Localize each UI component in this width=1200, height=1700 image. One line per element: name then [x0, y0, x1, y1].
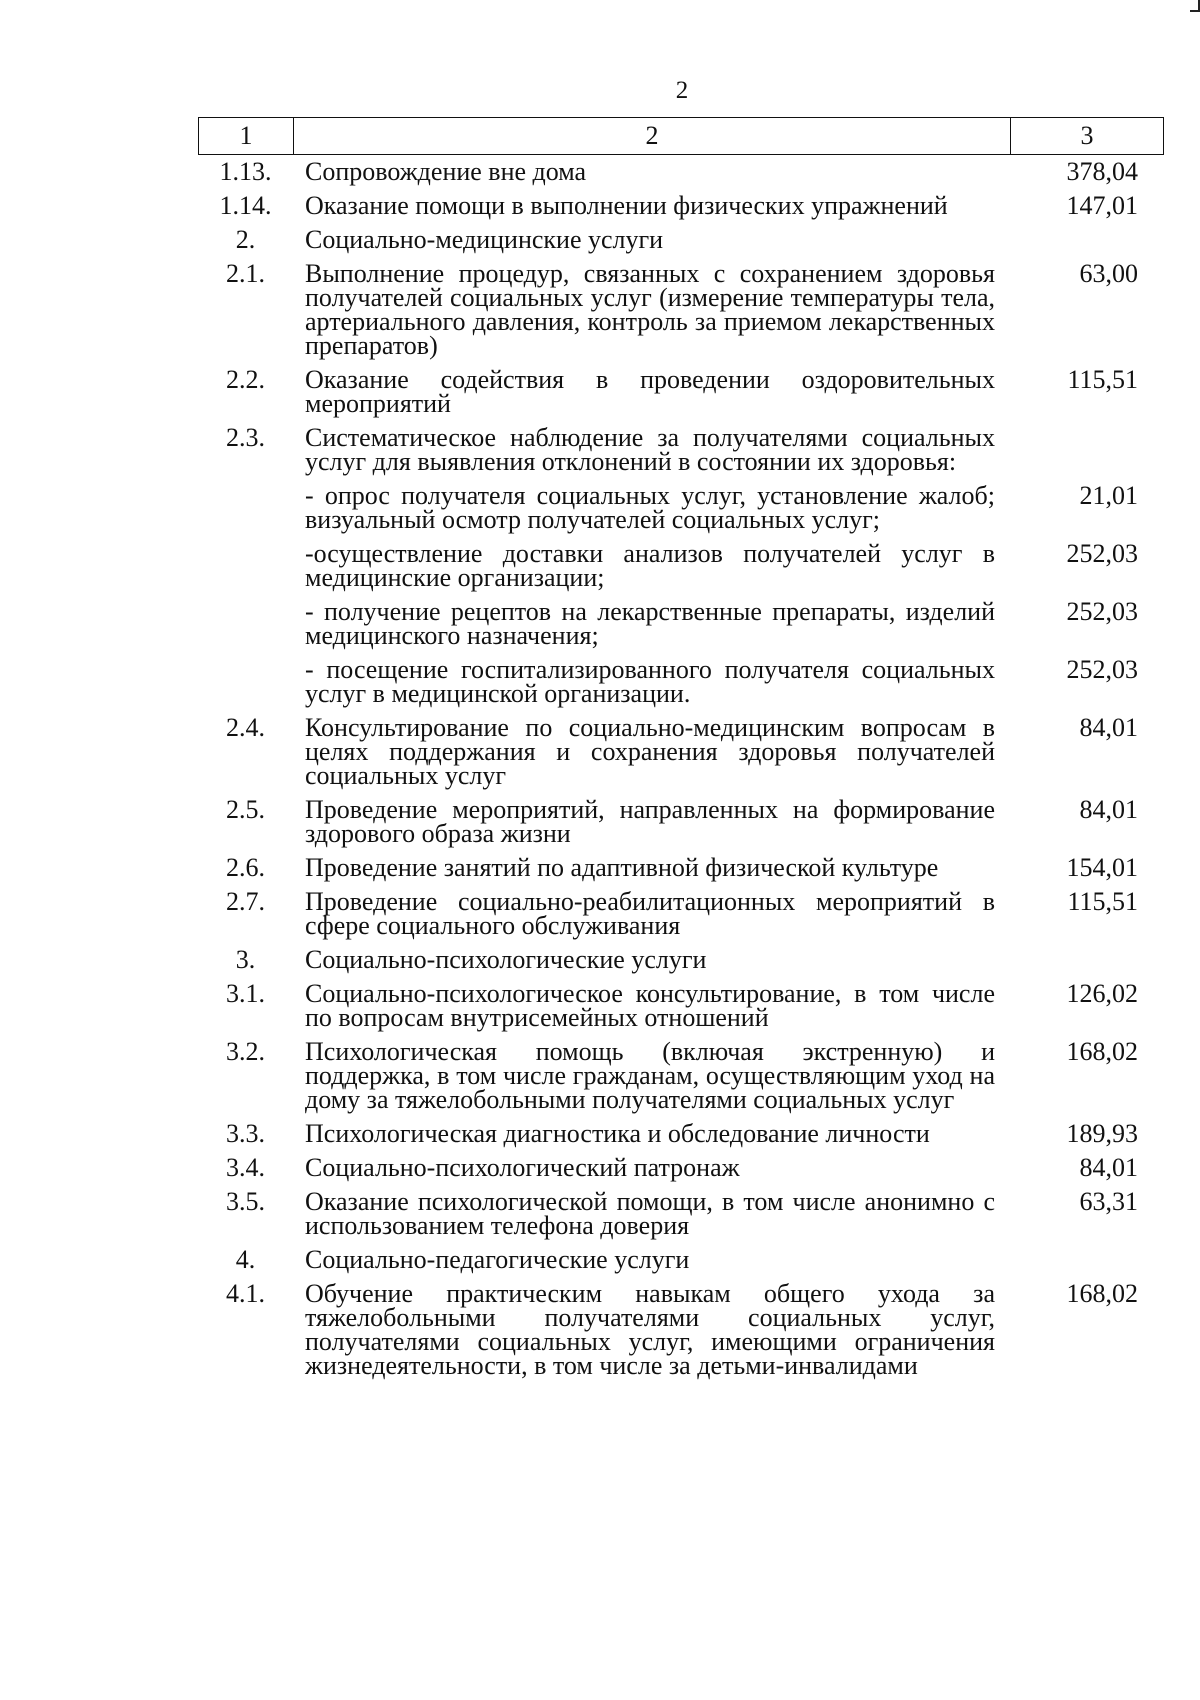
header-col-3: 3 [1080, 121, 1094, 150]
row-number: 2. [235, 225, 256, 254]
row-text: Оказание помощи в выполнении физических упражнений [305, 191, 948, 220]
table-row [198, 853, 1164, 882]
row-value: 189,93 [1066, 1119, 1138, 1148]
row-value: 154,01 [1066, 853, 1138, 882]
row-text: - опрос получателя социальных услуг, установление жалоб; визуальный осмотр получателей социальных услуг; [305, 481, 995, 534]
table-row [198, 713, 1164, 790]
section-row [198, 1245, 1164, 1274]
row-text: Сопровождение вне дома [305, 157, 587, 186]
row-number: 2.4. [226, 713, 265, 742]
row-value: 252,03 [1066, 597, 1138, 626]
row-number: 4. [235, 1245, 256, 1274]
row-text: Психологическая диагностика и обследование личности [305, 1119, 930, 1148]
row-value: 115,51 [1067, 887, 1138, 916]
row-value: 126,02 [1066, 979, 1138, 1008]
row-value: 378,04 [1066, 157, 1138, 186]
row-value: 84,01 [1079, 713, 1138, 742]
row-text: - получение рецептов на лекарственные препараты, изделий медицинского назначения; [305, 597, 995, 650]
table-subrow [198, 539, 1164, 592]
row-number: 2.3. [226, 423, 265, 452]
row-value: 115,51 [1067, 365, 1138, 394]
table-row [198, 1153, 1164, 1182]
table-row [198, 1279, 1164, 1380]
row-text: Проведение мероприятий, направленных на формирование здорового образа жизни [305, 795, 995, 848]
row-value: 252,03 [1066, 539, 1138, 568]
row-value: 21,01 [1079, 481, 1138, 510]
row-number: 2.7. [226, 887, 265, 916]
row-text: Систематическое наблюдение за получателями социальных услуг для выявления отклонений в состоянии их здоровья: [305, 423, 995, 476]
table-header [198, 117, 1164, 155]
row-number: 3. [235, 945, 256, 974]
row-text: Проведение социально-реабилитационных мероприятий в сфере социального обслуживания [305, 887, 995, 940]
table-subrow [198, 655, 1164, 708]
row-text: Социально-психологическое консультирование, в том числе по вопросам внутрисемейных отношений [305, 979, 995, 1032]
section-row [198, 225, 1164, 254]
corner-scan-mark [1190, 0, 1200, 12]
page-number: 2 [675, 77, 689, 104]
table-row [198, 365, 1164, 418]
row-number: 2.2. [226, 365, 265, 394]
row-text: Оказание содействия в проведении оздоровительных мероприятий [305, 365, 995, 418]
table-row [198, 887, 1164, 940]
header-col-1: 1 [199, 118, 294, 154]
row-value: 84,01 [1079, 795, 1138, 824]
row-text: Консультирование по социально-медицинским вопросам в целях поддержания и сохранения здоровья получателей социальных услуг [305, 713, 995, 790]
section-title: Социально-педагогические услуги [305, 1245, 690, 1274]
row-value: 84,01 [1079, 1153, 1138, 1182]
table-subrow [198, 597, 1164, 650]
table-row [198, 979, 1164, 1032]
row-number: 2.5. [226, 795, 265, 824]
row-text: Обучение практическим навыкам общего ухода за тяжелобольными получателями социальных услуг, получателями социальных услуг, имеющими ограничения жизнедеятельности, в том числе за детьми-инвалидами [305, 1279, 995, 1380]
table-row [198, 1119, 1164, 1148]
header-col-2: 2 [294, 118, 1011, 154]
row-text: Проведение занятий по адаптивной физической культуре [305, 853, 939, 882]
table-body [198, 157, 1164, 1388]
row-number: 4.1. [226, 1279, 265, 1308]
row-number: 3.2. [226, 1037, 265, 1066]
table-row [198, 1037, 1164, 1114]
row-value: 63,00 [1079, 259, 1138, 288]
table-row [198, 191, 1164, 220]
row-number: 2.1. [226, 259, 265, 288]
table-row [198, 157, 1164, 186]
row-number: 3.1. [226, 979, 265, 1008]
row-value: 168,02 [1066, 1037, 1138, 1066]
section-title: Социально-медицинские услуги [305, 225, 664, 254]
row-number: 3.5. [226, 1187, 265, 1216]
row-text: -осуществление доставки анализов получателей услуг в медицинские организации; [305, 539, 995, 592]
row-number: 1.14. [219, 191, 272, 220]
row-number: 1.13. [219, 157, 272, 186]
section-row [198, 945, 1164, 974]
section-title: Социально-психологические услуги [305, 945, 707, 974]
row-number: 3.3. [226, 1119, 265, 1148]
row-number: 3.4. [226, 1153, 265, 1182]
row-text: - посещение госпитализированного получателя социальных услуг в медицинской организации. [305, 655, 995, 708]
row-value: 147,01 [1066, 191, 1138, 220]
row-text: Психологическая помощь (включая экстренную) и поддержка, в том числе гражданам, осуществляющим уход на дому за тяжелобольными получателями социальных услуг [305, 1037, 995, 1114]
table-row [198, 795, 1164, 848]
table-row [198, 259, 1164, 360]
row-value: 63,31 [1079, 1187, 1138, 1216]
row-text: Выполнение процедур, связанных с сохранением здоровья получателей социальных услуг (измерение температуры тела, артериального давления, контроль за приемом лекарственных препаратов) [305, 259, 995, 360]
row-text: Социально-психологический патронаж [305, 1153, 740, 1182]
row-value: 252,03 [1066, 655, 1138, 684]
row-value: 168,02 [1066, 1279, 1138, 1308]
row-text: Оказание психологической помощи, в том числе анонимно с использованием телефона доверия [305, 1187, 995, 1240]
table-subrow [198, 481, 1164, 534]
table-row [198, 1187, 1164, 1240]
table-row [198, 423, 1164, 476]
row-number: 2.6. [226, 853, 265, 882]
